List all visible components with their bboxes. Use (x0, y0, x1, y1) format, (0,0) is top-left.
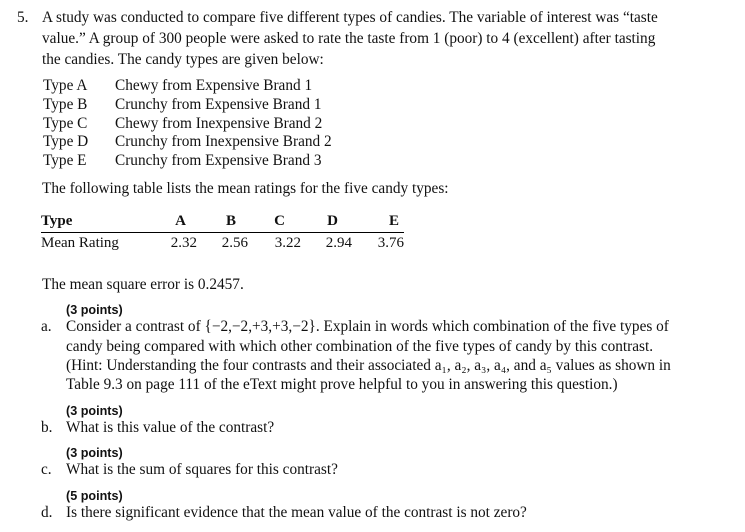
table-row-label: Mean Rating (41, 235, 119, 251)
part-letter: a. (41, 318, 52, 335)
part-points: (3 points) (66, 446, 123, 460)
table-row (41, 233, 404, 253)
table-cell: 3.76 (377, 235, 404, 251)
table-cell: 2.94 (325, 235, 352, 251)
part-a-line-3: (Hint: Understanding the four contrasts and their associated a₁, a₂, a₃, a₄, and a₅ values as shown in (66, 357, 671, 374)
intro-line-1: A study was conducted to compare five different types of candies. The variable of interest was “taste (42, 9, 658, 26)
mean-ratings-table (41, 213, 404, 252)
candy-type-label: Type D (43, 133, 89, 150)
table-cell: 3.22 (274, 235, 301, 251)
part-points: (3 points) (66, 303, 123, 317)
mse-text: The mean square error is 0.2457. (42, 276, 244, 293)
part-points: (3 points) (66, 404, 123, 418)
candy-type-label: Type E (43, 152, 87, 169)
candy-type-label: Type C (43, 115, 88, 132)
part-letter: d. (41, 504, 53, 521)
candy-type-description: Chewy from Expensive Brand 1 (115, 77, 313, 94)
intro-line-3: the candies. The candy types are given below: (42, 51, 324, 68)
table-cell: 2.56 (221, 235, 248, 251)
part-d-line-1: Is there significant evidence that the mean value of the contrast is not zero? (66, 504, 527, 521)
part-letter: b. (41, 419, 53, 436)
table-cell: 2.32 (170, 235, 197, 251)
candy-type-label: Type A (43, 77, 88, 94)
part-points: (5 points) (66, 489, 123, 503)
part-a-line-1: Consider a contrast of {−2,−2,+3,+3,−2}. Explain in words which combination of the five types of (66, 318, 669, 335)
table-header: Type (41, 213, 145, 233)
part-letter: c. (41, 461, 52, 478)
intro-line-2: value.” A group of 300 people were asked to rate the taste from 1 (poor) to 4 (excellent) after tasting (42, 30, 656, 47)
candy-type-description: Crunchy from Expensive Brand 1 (115, 96, 322, 113)
table-header: E (352, 213, 404, 233)
table-header: B (197, 213, 248, 233)
question-number: 5. (17, 9, 29, 26)
candy-type-label: Type B (43, 96, 88, 113)
part-a-line-2: candy being compared with which other combination of the five types of candy by this contrast. (66, 338, 654, 355)
table-header: C (248, 213, 301, 233)
table-intro: The following table lists the mean ratings for the five candy types: (42, 180, 449, 197)
part-b-line-1: What is this value of the contrast? (66, 419, 275, 436)
candy-type-description: Crunchy from Inexpensive Brand 2 (115, 133, 332, 150)
candy-type-description: Crunchy from Expensive Brand 3 (115, 152, 322, 169)
part-c-line-1: What is the sum of squares for this contrast? (66, 461, 338, 478)
table-header-row (41, 213, 404, 233)
candy-type-description: Chewy from Inexpensive Brand 2 (115, 115, 323, 132)
table-header: D (301, 213, 352, 233)
table-header: A (145, 213, 197, 233)
part-a-line-4: Table 9.3 on page 111 of the eText might prove helpful to you in answering this question.) (66, 376, 618, 393)
